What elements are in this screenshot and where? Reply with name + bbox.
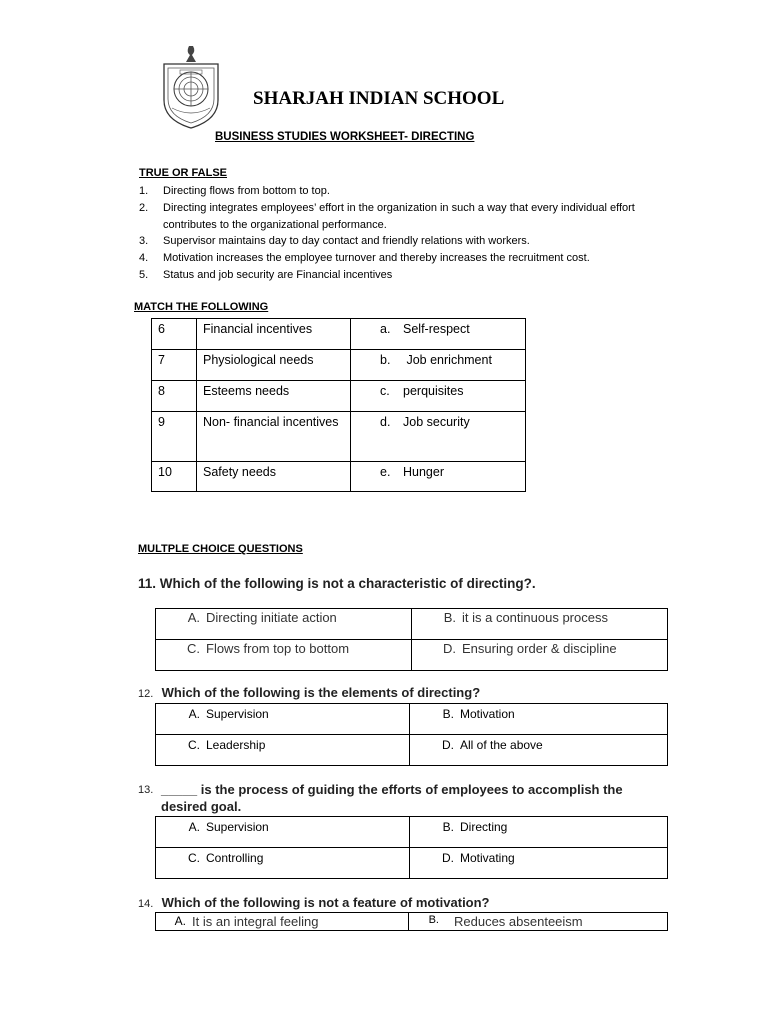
option-letter: A. — [188, 707, 200, 721]
match-number: 7 — [152, 350, 197, 381]
question-14 — [138, 895, 490, 910]
match-left-item: Financial incentives — [197, 319, 351, 350]
option-text: All of the above — [460, 738, 543, 752]
table-row — [152, 350, 526, 381]
match-number: 6 — [152, 319, 197, 350]
option-text: Supervision — [206, 820, 269, 834]
match-letter: a. — [380, 322, 391, 336]
match-heading: MATCH THE FOLLOWING — [134, 301, 269, 313]
match-left-item: Non- financial incentives — [197, 412, 351, 462]
table-row — [156, 913, 668, 931]
item-text: Status and job security are Financial incentives — [163, 268, 393, 281]
option-text: Leadership — [206, 738, 266, 752]
item-number: 3. — [139, 235, 149, 248]
question-11 — [138, 576, 536, 591]
match-right-cell — [351, 412, 526, 462]
list-item — [139, 267, 679, 284]
option-letter: A. — [188, 820, 200, 834]
question-13 — [138, 781, 658, 815]
option-letter: B. — [443, 610, 456, 625]
list-item — [139, 200, 679, 234]
match-letter: b. — [380, 353, 391, 367]
question-text: Which of the following is not a characteristic of directing?. — [159, 576, 536, 591]
options-table-14 — [155, 912, 668, 931]
question-number: 14. — [138, 898, 154, 910]
table-row — [152, 381, 526, 412]
table-row — [156, 817, 668, 848]
option-cell — [412, 640, 668, 671]
option-text: It is an integral feeling — [192, 914, 319, 929]
option-cell — [410, 848, 668, 879]
option-text: Flows from top to bottom — [206, 641, 350, 656]
option-cell — [156, 640, 412, 671]
worksheet-title: BUSINESS STUDIES WORKSHEET- DIRECTING — [215, 131, 475, 143]
option-cell — [156, 848, 410, 879]
school-crest-icon — [156, 42, 226, 130]
question-number: 11. — [138, 576, 157, 591]
match-table — [151, 318, 526, 492]
match-right-cell — [351, 381, 526, 412]
true-false-list — [139, 183, 679, 284]
table-row — [156, 704, 668, 735]
option-text: Directing initiate action — [206, 610, 337, 625]
option-cell — [412, 609, 668, 640]
table-row — [152, 412, 526, 462]
school-name: SHARJAH INDIAN SCHOOL — [253, 88, 505, 109]
options-table-13 — [155, 816, 668, 879]
true-false-heading: TRUE OR FALSE — [139, 167, 228, 179]
item-text: Supervisor maintains day to day contact and friendly relations with workers. — [163, 235, 530, 248]
mcq-heading: MULTPLE CHOICE QUESTIONS — [138, 543, 303, 555]
match-number: 9 — [152, 412, 197, 462]
table-row — [156, 640, 668, 671]
item-text: Directing flows from bottom to top. — [163, 185, 330, 197]
match-right-item: Job security — [403, 415, 470, 429]
option-text: Reduces absenteeism — [454, 914, 583, 929]
option-text: Supervision — [206, 707, 269, 721]
item-number: 2. — [139, 201, 149, 214]
question-number: 13. — [138, 784, 154, 796]
option-cell — [156, 913, 409, 931]
question-12 — [138, 685, 480, 700]
item-text: Motivation increases the employee turnover and thereby increases the recruitment cost. — [163, 252, 590, 265]
option-letter: B. — [428, 914, 439, 926]
table-row — [156, 848, 668, 879]
table-row — [156, 609, 668, 640]
match-right-cell — [351, 462, 526, 492]
option-letter: B. — [442, 820, 454, 834]
option-text: Motivating — [460, 851, 515, 865]
table-row — [152, 462, 526, 492]
match-letter: e. — [380, 465, 391, 479]
list-item — [139, 183, 679, 200]
match-number: 8 — [152, 381, 197, 412]
question-text: Which of the following is the elements of directing? — [161, 685, 481, 700]
item-text: Directing integrates employees’ effort in the organization in such a way that every individual effort contributes to the organizational performance. — [163, 201, 635, 231]
list-item — [139, 250, 679, 267]
question-text: Which of the following is not a feature of motivation? — [161, 895, 490, 910]
option-text: Motivation — [460, 707, 515, 721]
question-text: _____ is the process of guiding the efforts of employees to accomplish the desired goal. — [161, 782, 623, 814]
match-right-item: perquisites — [403, 384, 464, 398]
option-cell — [156, 817, 410, 848]
option-cell — [410, 735, 668, 766]
option-letter: C. — [188, 738, 200, 752]
match-right-item: Self-respect — [403, 322, 470, 336]
option-cell — [410, 817, 668, 848]
table-row — [156, 735, 668, 766]
option-cell — [410, 704, 668, 735]
option-letter: C. — [187, 641, 200, 656]
option-text: Controlling — [206, 851, 264, 865]
match-right-item: Hunger — [403, 465, 444, 479]
option-letter: D. — [443, 641, 456, 656]
match-left-item: Safety needs — [197, 462, 351, 492]
option-text: Ensuring order & discipline — [462, 641, 617, 656]
match-right-cell — [351, 319, 526, 350]
option-letter: A. — [187, 610, 200, 625]
option-letter: D. — [442, 738, 454, 752]
options-table-11 — [155, 608, 668, 671]
option-cell — [156, 609, 412, 640]
option-cell — [409, 913, 668, 931]
item-number: 4. — [139, 252, 149, 265]
option-letter: D. — [442, 851, 454, 865]
match-right-item: Job enrichment — [403, 353, 492, 367]
option-letter: C. — [188, 851, 200, 865]
question-number: 12. — [138, 688, 154, 700]
option-cell — [156, 735, 410, 766]
table-row — [152, 319, 526, 350]
match-letter: c. — [380, 384, 390, 398]
option-text: Directing — [460, 820, 508, 834]
option-letter: B. — [442, 707, 454, 721]
match-right-cell — [351, 350, 526, 381]
list-item — [139, 233, 679, 250]
item-number: 1. — [139, 185, 149, 197]
match-letter: d. — [380, 415, 391, 429]
option-text: it is a continuous process — [462, 610, 608, 625]
options-table-12 — [155, 703, 668, 766]
option-cell — [156, 704, 410, 735]
option-letter: A. — [174, 914, 186, 928]
match-left-item: Physiological needs — [197, 350, 351, 381]
match-number: 10 — [152, 462, 197, 492]
item-number: 5. — [139, 268, 149, 281]
match-left-item: Esteems needs — [197, 381, 351, 412]
